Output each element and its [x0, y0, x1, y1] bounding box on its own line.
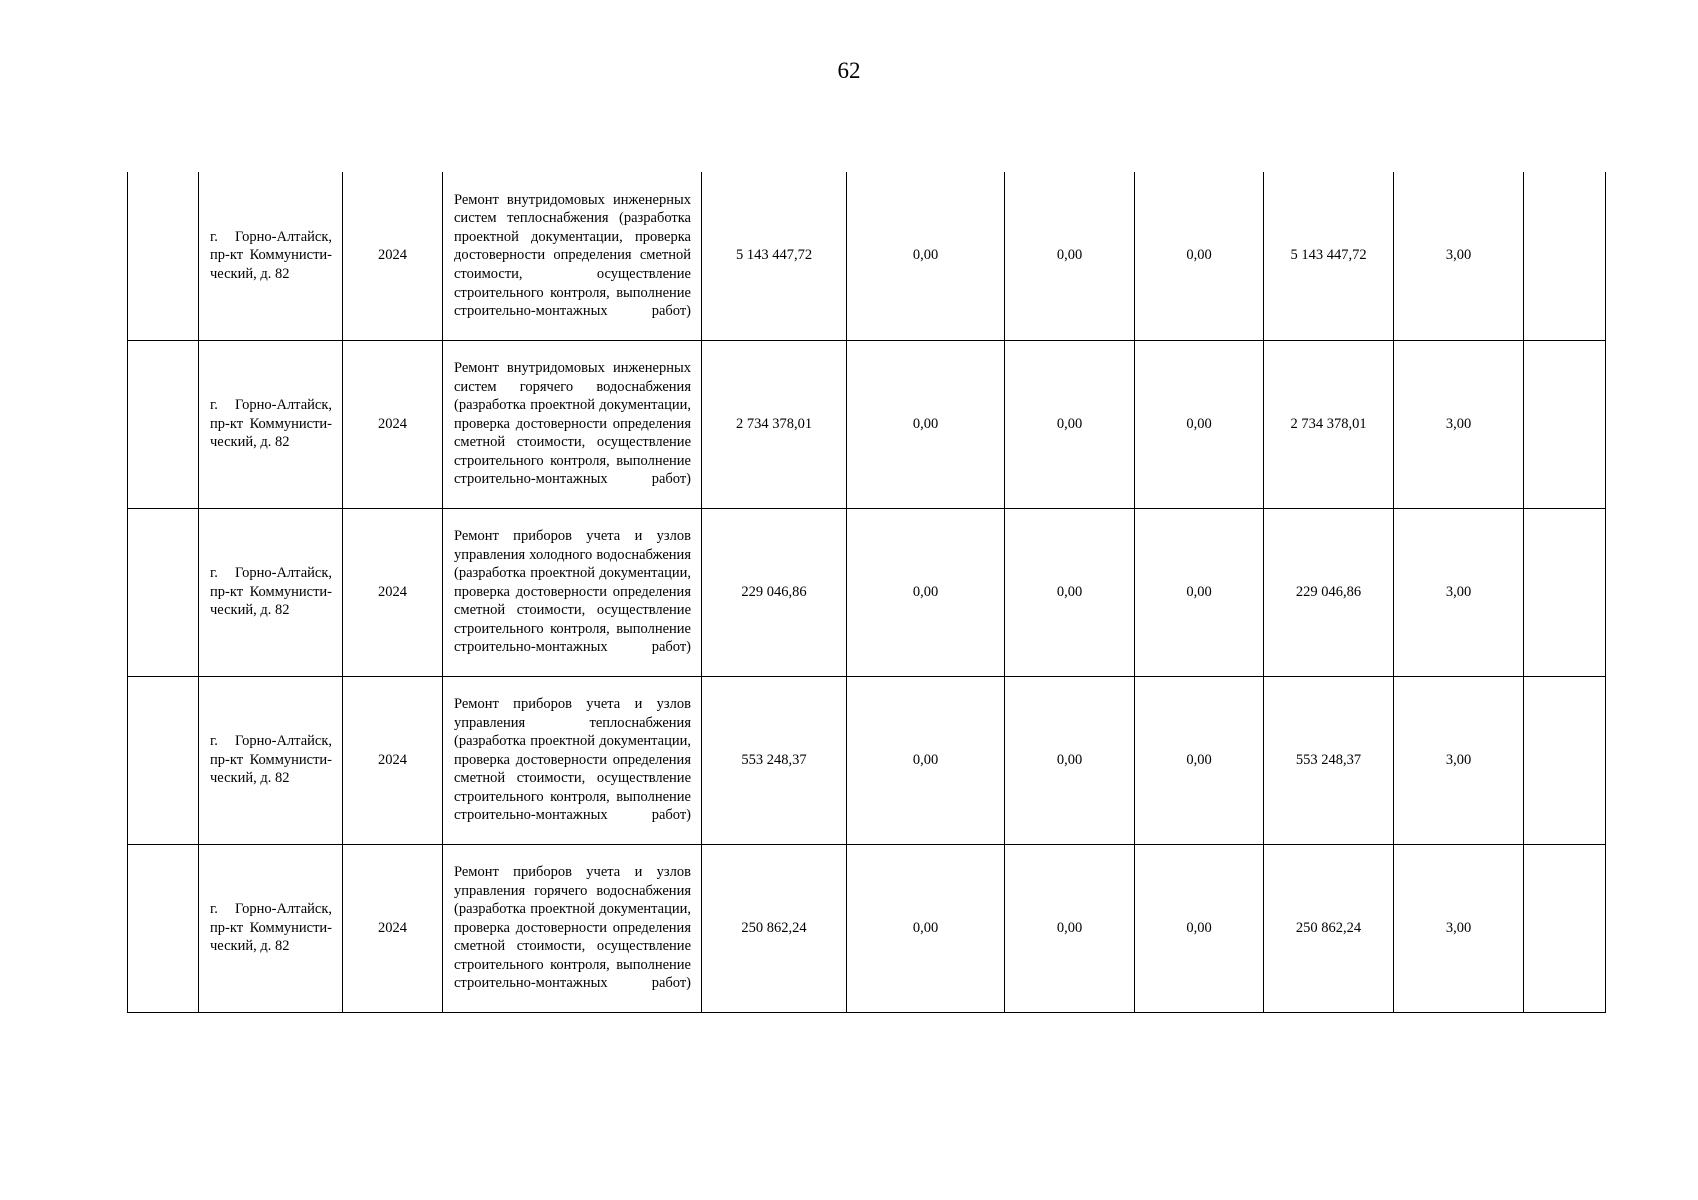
work-description-cell	[443, 676, 702, 844]
work-description-cell	[443, 172, 702, 340]
total-cost-cell: 5 143 447,72	[702, 172, 847, 340]
work-description-cell	[443, 844, 702, 1012]
rate-cell: 3,00	[1394, 340, 1524, 508]
rate-cell: 3,00	[1394, 676, 1524, 844]
funding-cell-2: 0,00	[1005, 508, 1135, 676]
table-row	[128, 676, 1606, 844]
funding-cell-3: 0,00	[1135, 340, 1264, 508]
funding-cell-3: 0,00	[1135, 508, 1264, 676]
year-cell: 2024	[343, 172, 443, 340]
blank-cell	[1524, 844, 1606, 1012]
work-description-text: Ремонт приборов учета и узлов управления горячего водоснабжения (разработка проектной документации, проверка достоверности определения сметной стоимости, осуществление строительного контроля, выполнение строительно-монтажных работ)	[454, 863, 691, 992]
funding-cell-1: 0,00	[847, 508, 1005, 676]
funding-cell-4: 229 046,86	[1264, 508, 1394, 676]
funding-cell-3: 0,00	[1135, 172, 1264, 340]
total-cost-cell: 2 734 378,01	[702, 340, 847, 508]
blank-cell	[1524, 172, 1606, 340]
funding-cell-4: 250 862,24	[1264, 844, 1394, 1012]
funding-cell-4: 553 248,37	[1264, 676, 1394, 844]
row-number-cell	[128, 508, 199, 676]
work-description-text: Ремонт приборов учета и узлов управления холодного водоснабжения (разработка проектной документации, проверка достоверности определения сметной стоимости, осуществление строительного контроля, выполнение строительно-монтажных работ)	[454, 527, 691, 656]
capital-repair-table	[127, 172, 1606, 1013]
table-row	[128, 172, 1606, 340]
address-cell: г. Горно-Алтайск, пр-кт Коммунисти-ческий, д. 82	[199, 508, 343, 676]
funding-cell-4: 5 143 447,72	[1264, 172, 1394, 340]
funding-cell-2: 0,00	[1005, 340, 1135, 508]
work-description-cell	[443, 340, 702, 508]
row-number-cell	[128, 172, 199, 340]
row-number-cell	[128, 676, 199, 844]
work-description-text: Ремонт внутридомовых инженерных систем горячего водоснабжения (разработка проектной документации, проверка достоверности определения сметной стоимости, осуществление строительного контроля, выполнение строительно-монтажных работ)	[454, 359, 691, 488]
total-cost-cell: 553 248,37	[702, 676, 847, 844]
funding-cell-3: 0,00	[1135, 676, 1264, 844]
rate-cell: 3,00	[1394, 844, 1524, 1012]
funding-cell-2: 0,00	[1005, 172, 1135, 340]
table-body	[128, 172, 1606, 1012]
table-row	[128, 340, 1606, 508]
address-cell: г. Горно-Алтайск, пр-кт Коммунисти-ческий, д. 82	[199, 172, 343, 340]
rate-cell: 3,00	[1394, 508, 1524, 676]
funding-cell-1: 0,00	[847, 172, 1005, 340]
work-description-text: Ремонт приборов учета и узлов управления теплоснабжения (разработка проектной документации, проверка достоверности определения сметной стоимости, осуществление строительного контроля, выполнение строительно-монтажных работ)	[454, 695, 691, 824]
year-cell: 2024	[343, 340, 443, 508]
funding-cell-1: 0,00	[847, 844, 1005, 1012]
work-description-cell	[443, 508, 702, 676]
total-cost-cell: 250 862,24	[702, 844, 847, 1012]
address-cell: г. Горно-Алтайск, пр-кт Коммунисти-ческий, д. 82	[199, 340, 343, 508]
row-number-cell	[128, 844, 199, 1012]
funding-cell-2: 0,00	[1005, 844, 1135, 1012]
funding-cell-2: 0,00	[1005, 676, 1135, 844]
total-cost-cell: 229 046,86	[702, 508, 847, 676]
funding-cell-3: 0,00	[1135, 844, 1264, 1012]
blank-cell	[1524, 340, 1606, 508]
year-cell: 2024	[343, 508, 443, 676]
year-cell: 2024	[343, 676, 443, 844]
address-cell: г. Горно-Алтайск, пр-кт Коммунисти-ческий, д. 82	[199, 844, 343, 1012]
funding-cell-1: 0,00	[847, 340, 1005, 508]
blank-cell	[1524, 676, 1606, 844]
blank-cell	[1524, 508, 1606, 676]
address-cell: г. Горно-Алтайск, пр-кт Коммунисти-ческий, д. 82	[199, 676, 343, 844]
table-row	[128, 844, 1606, 1012]
year-cell: 2024	[343, 844, 443, 1012]
rate-cell: 3,00	[1394, 172, 1524, 340]
work-description-text: Ремонт внутридомовых инженерных систем теплоснабжения (разработка проектной документации, проверка достоверности определения сметной стоимости, осуществление строительного контроля, выполнение строительно-монтажных работ)	[454, 191, 691, 320]
table-row	[128, 508, 1606, 676]
page-number: 62	[837, 58, 861, 83]
funding-cell-4: 2 734 378,01	[1264, 340, 1394, 508]
row-number-cell	[128, 340, 199, 508]
funding-cell-1: 0,00	[847, 676, 1005, 844]
